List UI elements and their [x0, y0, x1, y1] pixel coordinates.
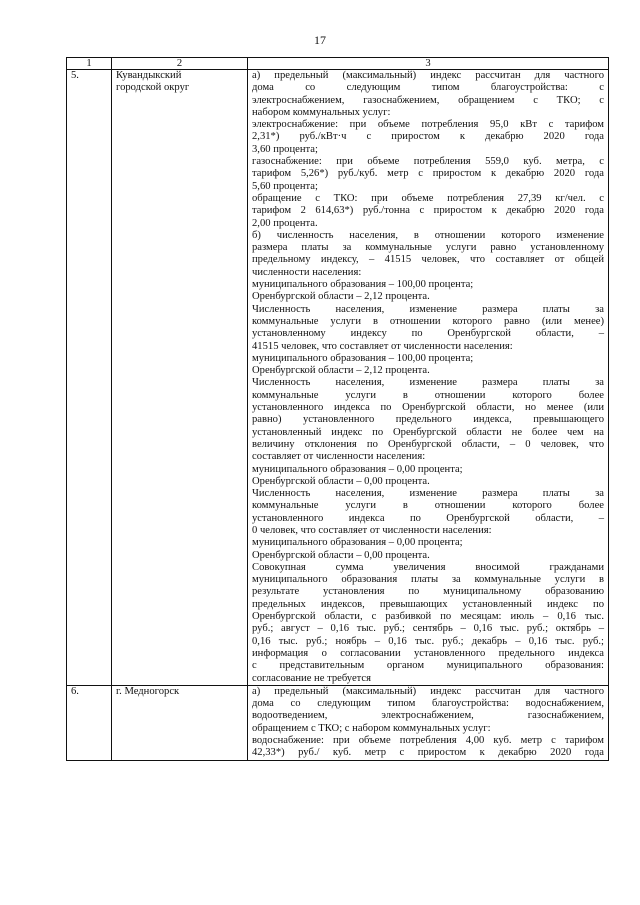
text-line: водоотведением, электроснабжением, газоснабжением,: [252, 710, 604, 722]
text-line: с представительным органом муниципального образования:: [252, 660, 604, 672]
header-cell: 1: [67, 58, 112, 70]
text-line: предельному индексу, – 41515 человек, что составляет от общей: [252, 254, 604, 266]
text-line: равно) установленного предельного индекса, превышающего: [252, 414, 604, 426]
text-line: Численность населения, изменение размера платы за: [252, 377, 604, 389]
text-line: составляет от численности населения:: [252, 451, 426, 463]
text-line: коммунальные услуги в отношении которого равно (или менее): [252, 315, 604, 327]
municipality-name-line: Кувандыкский: [116, 70, 182, 81]
index-description: [248, 70, 609, 686]
text-line: 41515 человек, что составляет от численности населения:: [252, 340, 513, 352]
text-line: Оренбургской области, с разбивкой по месяцам: июль – 0,16 тыс.: [252, 611, 604, 623]
text-line: а) предельный (максимальный) индекс рассчитан для частного: [252, 70, 604, 81]
table-header-row: [67, 58, 609, 70]
text-line: 0 человек, что составляет от численности населения:: [252, 524, 492, 536]
text-line: б) численность населения, в отношении которого изменение: [252, 229, 604, 241]
text-line: установленному индексу по Оренбургской области, –: [252, 328, 604, 340]
text-line: 3,60 процента;: [252, 143, 318, 155]
text-line: дома со следующим типом благоустройства: с: [252, 82, 604, 94]
text-line: Численность населения, изменение размера платы за: [252, 488, 604, 500]
index-description: [248, 685, 609, 760]
header-cell: 3: [248, 58, 609, 70]
text-line: муниципального образования – 100,00 процента;: [252, 279, 474, 291]
text-line: коммунальные услуги в отношении которого более: [252, 389, 604, 401]
text-line: численности населения:: [252, 266, 362, 278]
text-line: газоснабжение: при объеме потребления 559,0 куб. метра, с: [252, 156, 604, 168]
text-line: муниципального образования платы за коммунальные услуги в: [252, 574, 604, 586]
text-line: результате установления по муниципальному образованию: [252, 586, 604, 598]
row-number: 5.: [67, 70, 112, 686]
header-cell: 2: [112, 58, 248, 70]
text-line: обращением с ТКО; с набором коммунальных услуг:: [252, 722, 491, 734]
table-row: [67, 685, 609, 760]
text-line: набором коммунальных услуг:: [252, 106, 391, 118]
text-line: величину отклонения по Оренбургской области, – 0 человек, что: [252, 438, 604, 450]
text-line: установленного индекса по Оренбургской области, –: [252, 512, 604, 524]
text-line: муниципального образования – 0,00 процента;: [252, 537, 463, 549]
text-line: муниципального образования – 0,00 процента;: [252, 463, 463, 475]
text-line: 0,16 тыс. руб.; ноябрь – 0,16 тыс. руб.; декабрь – 0,16 тыс. руб.;: [252, 635, 604, 647]
municipality-name-line: г. Медногорск: [116, 685, 180, 697]
text-line: установленного индекса по Оренбургской области, но менее (или: [252, 402, 604, 414]
text-line: 2,31*) руб./кВт·ч с приростом к декабрю 2020 года: [252, 131, 604, 143]
text-line: электроснабжение: при объеме потребления 95,0 кВт с тарифом: [252, 119, 604, 131]
text-line: 2,00 процента.: [252, 217, 318, 229]
text-line: электроснабжением, газоснабжением, обращением с ТКО; с: [252, 94, 604, 106]
text-line: Оренбургской области – 0,00 процента.: [252, 475, 430, 487]
text-line: а) предельный (максимальный) индекс рассчитан для частного: [252, 685, 604, 697]
indices-table: [66, 57, 609, 761]
text-line: предельных индексов, превышающих установленный индекс по: [252, 598, 604, 610]
text-line: Оренбургской области – 2,12 процента.: [252, 291, 430, 303]
page-number: 17: [314, 33, 326, 47]
text-line: 5,60 процента;: [252, 180, 318, 192]
text-line: согласование не требуется: [252, 672, 372, 684]
text-line: коммунальные услуги в отношении которого более: [252, 500, 604, 512]
text-line: Оренбургской области – 0,00 процента.: [252, 549, 430, 561]
text-line: тарифом 2 614,63*) руб./тонна с приростом к декабрю 2020 года: [252, 205, 604, 217]
municipality-name: [112, 70, 248, 686]
text-line: тарифом 5,26*) руб./куб. метр с приростом к декабрю 2020 года: [252, 168, 604, 180]
text-line: 42,33*) руб./ куб. метр с приростом к декабрю 2020 года: [252, 747, 604, 759]
municipality-name-line: городской округ: [116, 82, 190, 94]
text-line: Оренбургской области – 2,12 процента.: [252, 365, 430, 377]
municipality-name: [112, 685, 248, 760]
text-line: Совокупная сумма увеличения вносимой гражданами: [252, 561, 604, 573]
text-line: информация о согласовании установленного предельного индекса: [252, 647, 604, 659]
text-line: установленный индекс по Оренбургской области не более чем на: [252, 426, 604, 438]
row-number: 6.: [67, 685, 112, 760]
table-row: [67, 70, 609, 686]
text-line: размера платы за коммунальные услуги равно установленному: [252, 242, 604, 254]
text-line: руб.; август – 0,16 тыс. руб.; сентябрь – 0,16 тыс. руб.; октябрь –: [252, 623, 604, 635]
text-line: водоснабжение: при объеме потребления 4,00 куб. метр с тарифом: [252, 735, 604, 747]
text-line: Численность населения, изменение размера платы за: [252, 303, 604, 315]
text-line: муниципального образования – 100,00 процента;: [252, 352, 474, 364]
text-line: обращение с ТКО: при объеме потребления 27,39 кг/чел. с: [252, 192, 604, 204]
text-line: дома со следующим типом благоустройства: водоснабжением,: [252, 698, 604, 710]
